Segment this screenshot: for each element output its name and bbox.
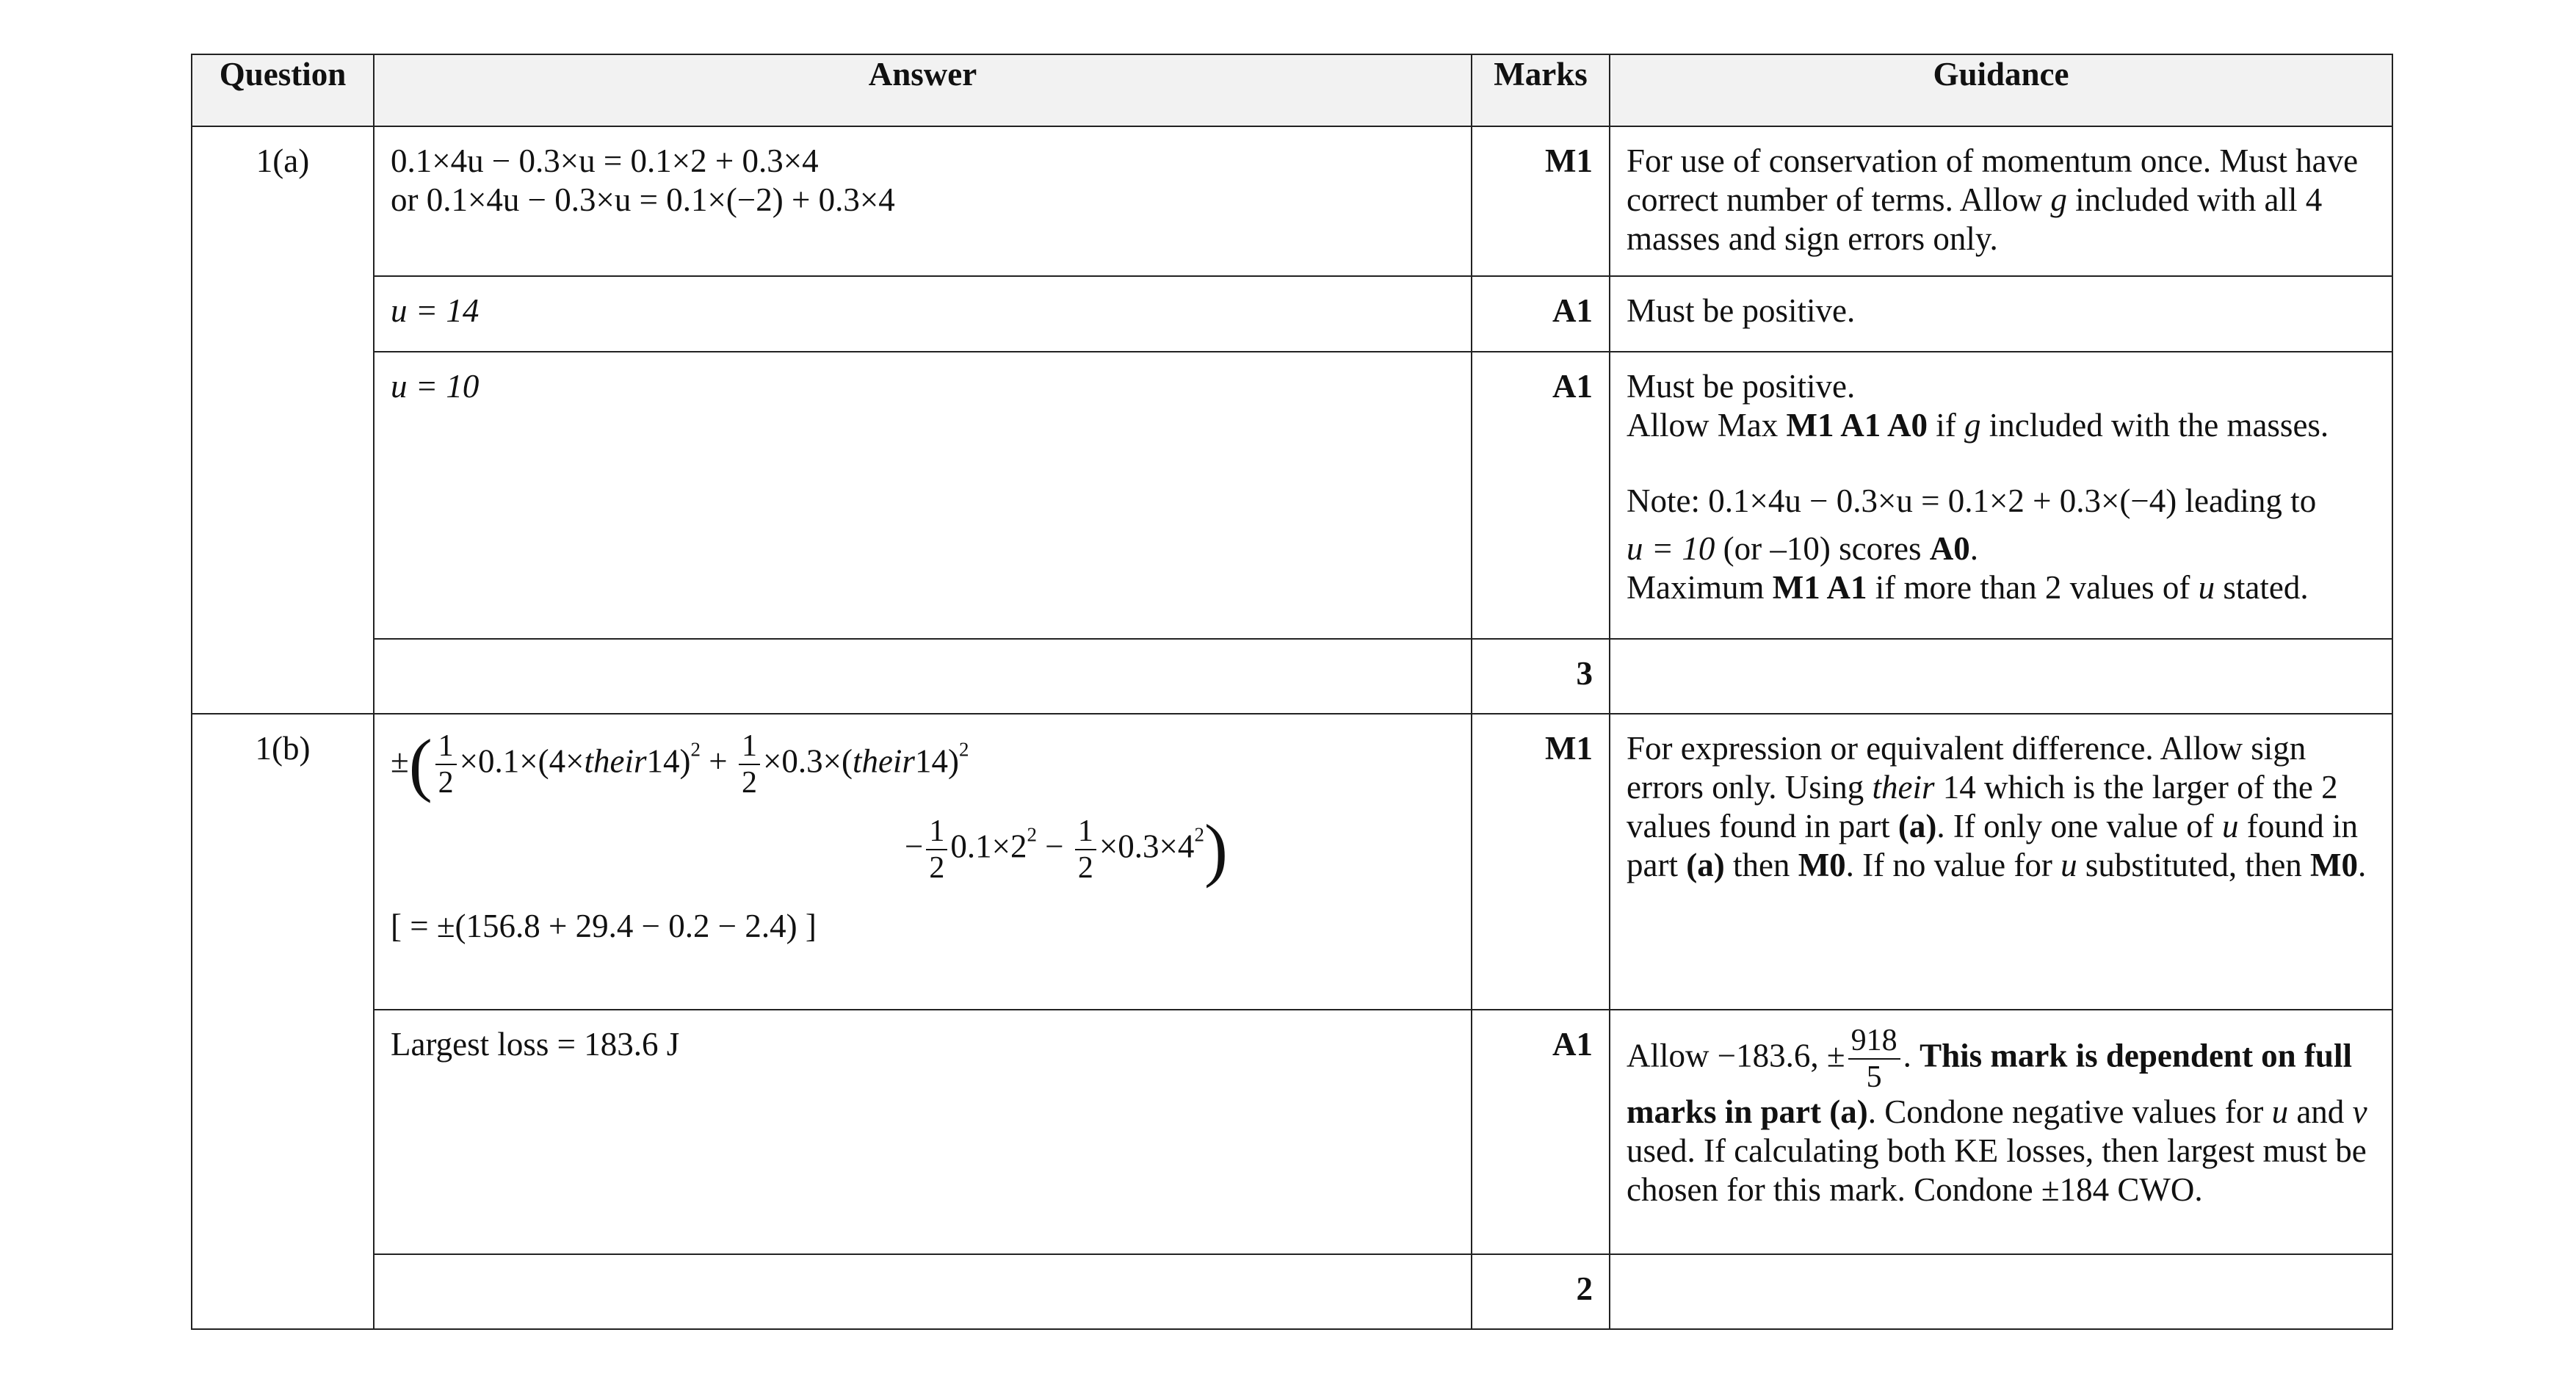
guidance-cell [1610, 639, 2392, 714]
guidance-text: Allow Max M1 A1 A0 if g included with the masses. [1627, 407, 2329, 444]
total-marks: 2 [1472, 1254, 1610, 1329]
mark-cell: M1 [1472, 714, 1610, 1010]
answer-cell: Largest loss = 183.6 J [374, 1010, 1472, 1254]
total-row [192, 639, 2392, 714]
mark-scheme-table [191, 54, 2393, 1330]
answer-cell [374, 1254, 1472, 1329]
table-row [192, 352, 2392, 639]
guidance-cell: Allow −183.6, ± $\frac{918}{5}$ . This mark is dependent on full marks in part (a). Condone negative values for u and v used. If calculating both KE losses, then largest must be chosen for this mark. Condone ±184 CWO. [1610, 1010, 2392, 1254]
header-guidance: Guidance [1610, 54, 2392, 126]
guidance-text: g [2050, 181, 2067, 218]
mark-cell: M1 [1472, 126, 1610, 276]
answer-cell: u = 10 [374, 352, 1472, 639]
header-answer: Answer [374, 54, 1472, 126]
answer-line: or 0.1×4u − 0.3×u = 0.1×(−2) + 0.3×4 [391, 181, 895, 218]
header-question: Question [192, 54, 374, 126]
guidance-text: Maximum M1 A1 if more than 2 values of u stated. [1627, 569, 2309, 606]
question-label: 1(a) [192, 126, 374, 714]
total-row [192, 1254, 2392, 1329]
table-row [192, 276, 2392, 352]
header-row [192, 54, 2392, 126]
total-marks: 3 [1472, 639, 1610, 714]
guidance-cell [1610, 352, 2392, 639]
mark-cell: A1 [1472, 1010, 1610, 1254]
guidance-cell: Must be positive. [1610, 276, 2392, 352]
table-row [192, 126, 2392, 276]
answer-cell [374, 714, 1472, 1010]
table-row [192, 1010, 2392, 1254]
header-marks: Marks [1472, 54, 1610, 126]
guidance-cell: For expression or equivalent difference. Allow sign errors only. Using their 14 which is the larger of the 2 values found in part (a). If only one value of u found in part (a) then M0. If no value for u substituted, then M0. [1610, 714, 2392, 1010]
guidance-text: Must be positive. [1627, 368, 1856, 405]
answer-line: ±( $\frac{1}{2}$ ×0.1×(4×their14)$^2$ + $\frac{1}{2}$ ×0.3×(their14)$^2$ [391, 725, 969, 803]
guidance-text: Note: 0.1×4u − 0.3×u = 0.1×2 + 0.3×(−4) leading to [1627, 482, 2317, 519]
table-row [192, 714, 2392, 1010]
answer-line: − $\frac{1}{2}$ $0.1\times 2^2$ − $\frac{1}{2}$ $\times 0.3\times 4^2$) [905, 810, 1228, 889]
mark-cell: A1 [1472, 276, 1610, 352]
answer-cell [374, 639, 1472, 714]
guidance-cell [1610, 1254, 2392, 1329]
answer-line: [ = ±(156.8 + 29.4 − 0.2 − 2.4) ] [391, 908, 817, 944]
guidance-text: included with all 4 masses and sign errors only. [1627, 181, 2323, 257]
answer-cell [374, 126, 1472, 276]
answer-cell: u = 14 [374, 276, 1472, 352]
question-label: 1(b) [192, 714, 374, 1329]
guidance-text: For use of conservation of momentum once. Must have correct number of terms. Allow [1627, 142, 2359, 218]
guidance-text: u = 10 (or –10) scores A0. [1627, 530, 1979, 567]
answer-line: 0.1×4u − 0.3×u = 0.1×2 + 0.3×4 [391, 142, 819, 179]
guidance-cell [1610, 126, 2392, 276]
mark-cell: A1 [1472, 352, 1610, 639]
